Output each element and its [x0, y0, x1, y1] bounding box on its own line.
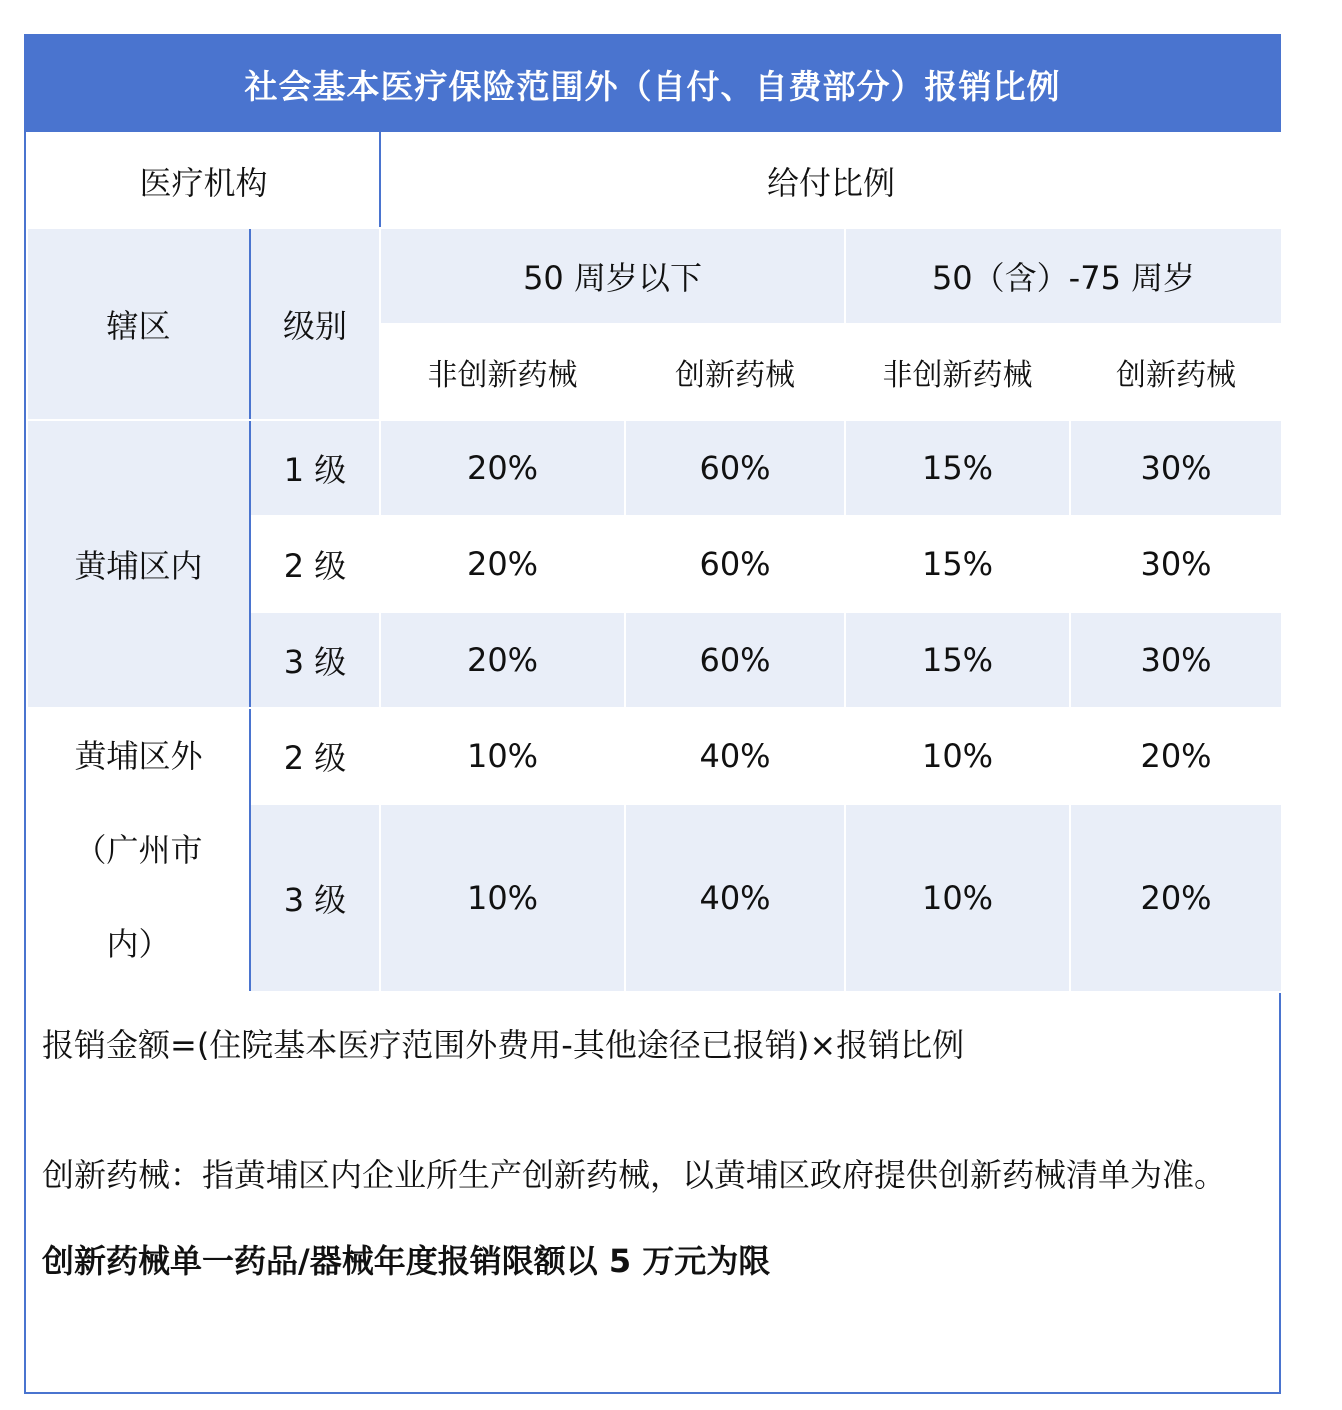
ratio-cell: 10%: [845, 708, 1070, 804]
ratio-cell: 20%: [1070, 804, 1282, 992]
ratio-cell: 15%: [845, 420, 1070, 516]
ratio-cell: 40%: [625, 804, 845, 992]
ratio-cell: 20%: [1070, 708, 1282, 804]
ratio-cell: 15%: [845, 516, 1070, 612]
reimbursement-formula: 报销金额=(住院基本医疗范围外费用-其他途径已报销)×报销比例: [42, 1026, 965, 1064]
district-header: 辖区: [27, 228, 250, 420]
header-row-2: [27, 228, 1282, 324]
district-line: 内）: [106, 925, 171, 963]
level-cell: 3 级: [250, 612, 380, 708]
table-row: [27, 708, 1282, 804]
policy-table-frame: [24, 34, 1281, 1394]
notes-section: [42, 996, 1267, 1288]
age-under-50-header: 50 周岁以下: [380, 228, 845, 324]
level-cell: 1 级: [250, 420, 380, 516]
ratio-cell: 20%: [380, 420, 625, 516]
ratio-cell: 20%: [380, 516, 625, 612]
institution-header: 医疗机构: [27, 133, 380, 228]
innovative-header-under-50: 创新药械: [625, 324, 845, 420]
district-huangpu-inside: 黄埔区内: [27, 420, 250, 708]
annual-limit-note: 创新药械单一药品/器械年度报销限额以 5 万元为限: [42, 1242, 771, 1280]
innovative-header-50-75: 创新药械: [1070, 324, 1282, 420]
level-cell: 3 级: [250, 804, 380, 992]
ratio-cell: 40%: [625, 708, 845, 804]
ratio-cell: 30%: [1070, 612, 1282, 708]
ratio-cell: 30%: [1070, 420, 1282, 516]
innovative-definition: 创新药械：指黄埔区内企业所生产创新药械，以黄埔区政府提供创新药械清单为准。: [42, 1156, 1227, 1194]
ratio-cell: 10%: [380, 708, 625, 804]
district-line: 黄埔区外: [74, 737, 203, 775]
level-cell: 2 级: [250, 516, 380, 612]
ratio-cell: 20%: [380, 612, 625, 708]
district-huangpu-outside: [27, 708, 250, 992]
level-header: 级别: [250, 228, 380, 420]
table-title: 社会基本医疗保险范围外（自付、自费部分）报销比例: [26, 36, 1279, 132]
age-50-75-header: 50（含）-75 周岁: [845, 228, 1282, 324]
ratio-cell: 10%: [845, 804, 1070, 992]
header-row-1: [27, 133, 1282, 228]
ratio-cell: 60%: [625, 516, 845, 612]
ratio-cell: 60%: [625, 612, 845, 708]
table-row: [27, 420, 1282, 516]
non-innovative-header-50-75: 非创新药械: [845, 324, 1070, 420]
district-line: （广州市: [74, 831, 203, 869]
reimbursement-table: [26, 132, 1283, 993]
ratio-cell: 10%: [380, 804, 625, 992]
ratio-cell: 30%: [1070, 516, 1282, 612]
payment-ratio-header: 给付比例: [380, 133, 1282, 228]
ratio-cell: 15%: [845, 612, 1070, 708]
non-innovative-header-under-50: 非创新药械: [380, 324, 625, 420]
level-cell: 2 级: [250, 708, 380, 804]
ratio-cell: 60%: [625, 420, 845, 516]
